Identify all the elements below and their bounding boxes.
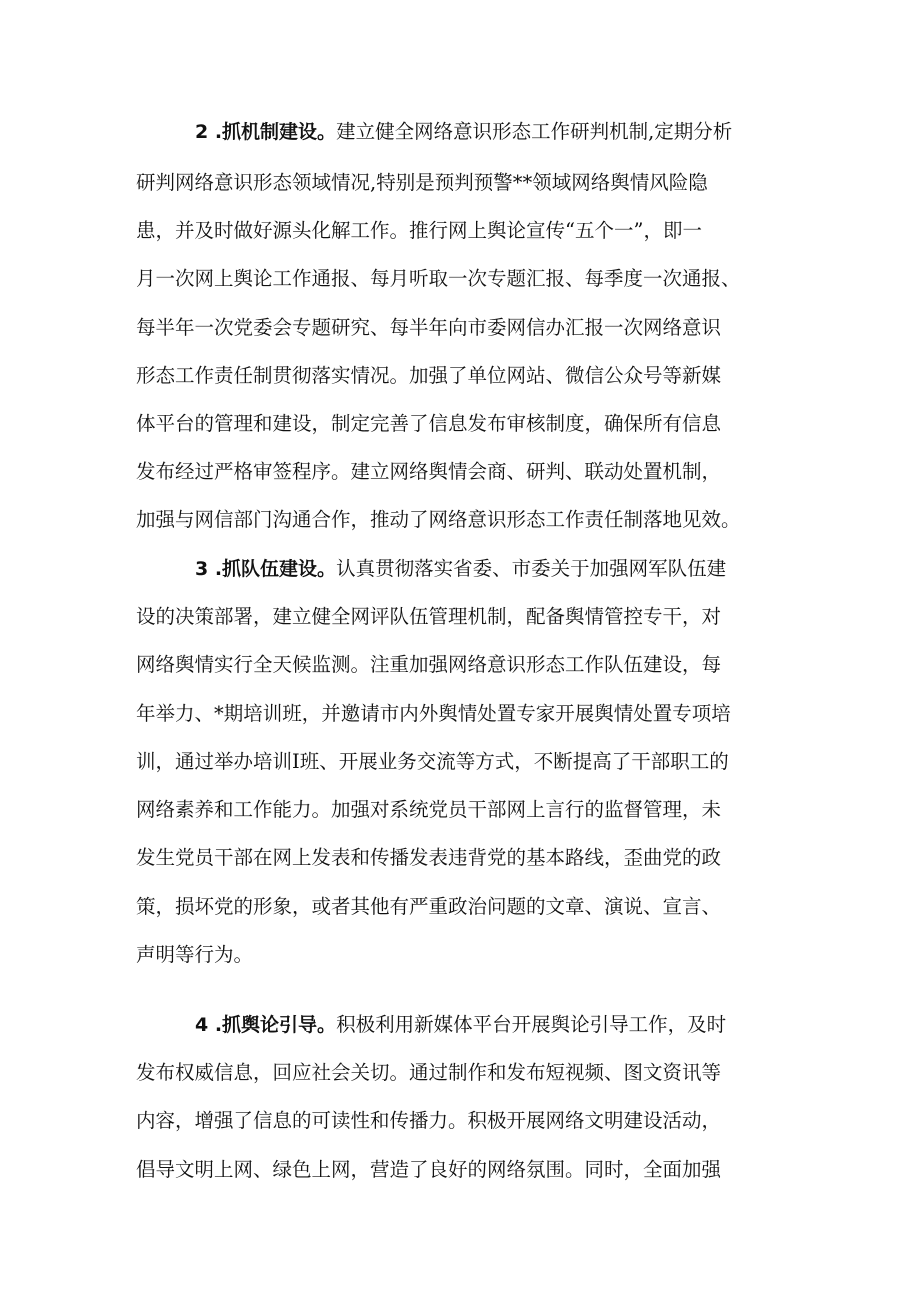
paragraph-3-line-1 (195, 549, 726, 589)
paragraph-2-line-4: 月一次网上舆论工作通报、每月听取一次专题汇报、每季度一次通报、 (136, 267, 741, 290)
paragraph-2-line-8: 发布经过严格审签程序。建立网络舆情会商、研判、联动处置机制， (136, 460, 722, 483)
paragraph-3-text: 认真贯彻落实省委、市委关于加强网军队伍建 (336, 557, 727, 580)
paragraph-4-heading: 4 .抓舆论引导。 (195, 1014, 337, 1036)
paragraph-4-line-1 (195, 1005, 726, 1045)
paragraph-2-line-6: 形态工作责任制贯彻落实情况。加强了单位网站、微信公众号等新媒 (136, 364, 722, 387)
paragraph-3-heading: 3 .抓队伍建设。 (195, 558, 337, 580)
paragraph-4-line-4: 倡导文明上网、绿色上网，营造了良好的网络氛围。同时，全面加强 (136, 1158, 722, 1181)
paragraph-2-line-3: 患，并及时做好源头化解工作。推行网上舆论宣传“五个一”，即一 (136, 219, 702, 242)
paragraph-3-line-3: 网络舆情实行全天候监测。注重加强网络意识形态工作队伍建设，每 (136, 653, 722, 676)
paragraph-3-line-6: 网络素养和工作能力。加强对系统党员干部网上言行的监督管理，未 (136, 798, 722, 821)
paragraph-2-line-9: 加强与网信部门沟通合作，推动了网络意识形态工作责任制落地见效。 (136, 508, 741, 531)
paragraph-4-line-3: 内容，增强了信息的可读性和传播力。积极开展网络文明建设活动， (136, 1109, 722, 1132)
paragraph-2-line-2: 研判网络意识形态领域情况,特别是预判预警**领域网络舆情风险隐 (136, 171, 708, 194)
paragraph-2-text: 建立健全网络意识形态工作研判机制,定期分析 (336, 120, 733, 143)
paragraph-2-line-1 (195, 112, 732, 152)
paragraph-4-line-2: 发布权威信息，回应社会关切。通过制作和发布短视频、图文资讯等 (136, 1061, 722, 1084)
paragraph-3-line-8: 策，损坏党的形象，或者其他有严重政治问题的文章、演说、宣言、 (136, 895, 722, 918)
paragraph-3-line-5: 训，通过举办培训I班、开展业务交流等方式，不断提高了干部职工的 (136, 750, 729, 773)
paragraph-3-line-7: 发生党员干部在网上发表和传播发表违背党的基本路线，歪曲党的政 (136, 846, 722, 869)
paragraph-3-line-4: 年举力、*期培训班，并邀请市内外舆情处置专家开展舆情处置专项培 (136, 702, 731, 725)
paragraph-2-line-5: 每半年一次党委会专题研究、每半年向市委网信办汇报一次网络意识 (136, 316, 722, 339)
paragraph-3-line-2: 设的决策部署，建立健全网评队伍管理机制，配备舆情管控专干，对 (136, 605, 722, 628)
paragraph-4-text: 积极利用新媒体平台开展舆论引导工作，及时 (336, 1013, 727, 1036)
paragraph-3-line-9: 声明等行为。 (136, 943, 254, 966)
paragraph-2-line-7: 体平台的管理和建设，制定完善了信息发布审核制度，确保所有信息 (136, 412, 722, 435)
paragraph-2-heading: 2 .抓机制建设。 (195, 121, 337, 143)
